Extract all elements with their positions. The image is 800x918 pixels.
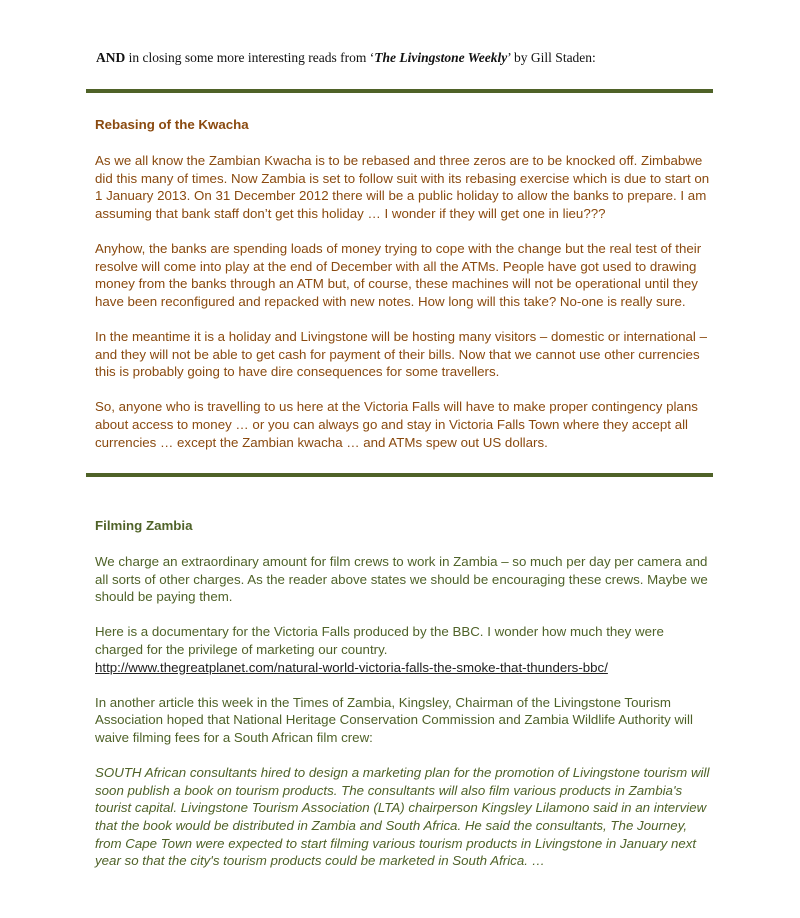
section-filming-zambia [95, 517, 715, 887]
paragraph: Anyhow, the banks are spending loads of money trying to cope with the change but the real test of their resolve will come into play at the end of December with all the ATMs. People have got used to drawing money from the banks through an ATM but, of course, these machines will not be operational until they have been reconfigured and repacked with new notes. How long will this take? No-one is really sure. [95, 240, 702, 309]
paragraph: In another article this week in the Times of Zambia, Kingsley, Chairman of the Livingstone Tourism Association hoped that National Heritage Conservation Commission and Zambia Wildlife Authority will waive filming fees for a South African film crew: [95, 694, 693, 745]
section-divider-middle [86, 473, 713, 477]
documentary-link[interactable]: http://www.thegreatplanet.com/natural-world-victoria-falls-the-smoke-that-thunders-bbc/ [95, 659, 608, 675]
paragraph: We charge an extraordinary amount for film crews to work in Zambia – so much per day per camera and all sorts of other charges. As the reader above states we should be encouraging these crews. Maybe we should be paying them. [95, 554, 708, 605]
intro-publication-title: The Livingstone Weekly [374, 50, 508, 65]
section-heading-rebasing: Rebasing of the Kwacha [95, 117, 249, 132]
section-rebasing-kwacha [95, 116, 715, 469]
section-heading-filming: Filming Zambia [95, 518, 193, 533]
paragraph: So, anyone who is travelling to us here at the Victoria Falls will have to make proper contingency plans about access to money … or you can always go and stay in Victoria Falls Town where they accept all currencies … except the Zambian kwacha … and ATMs spew out US dollars. [95, 399, 698, 450]
paragraph: In the meantime it is a holiday and Livingstone will be hosting many visitors – domestic or international – and they will not be able to get cash for payment of their bills. Now that we cannot use other currencies this is probably going to have dire consequences for some travellers. [95, 328, 707, 380]
intro-bold-lead: AND [96, 50, 126, 65]
quoted-article: SOUTH African consultants hired to design a marketing plan for the promotion of Livingstone tourism will soon publish a book on tourism products. The consultants will also film various products in Zambia's tourist capital. Livingstone Tourism Association (LTA) chairperson Kingsley Lilamono said in an interview that the book would be distributed in Zambia and South Africa. He said the consultants, The Journey, from Cape Town were expected to start filming various tourism products in Livingstone in January next year so that the city's tourism products could be marketed in South Africa. … [95, 765, 710, 869]
paragraph-text: Here is a documentary for the Victoria Falls produced by the BBC. I wonder how much they were charged for the privilege of marketing our country. [95, 624, 664, 657]
section-divider-top [86, 89, 713, 93]
paragraph: As we all know the Zambian Kwacha is to be rebased and three zeros are to be knocked off. Zimbabwe did this many of times. Now Zambia is set to follow suit with its rebasing exercise which is due to start on 1 January 2013. On 31 December 2012 there will be a public holiday to allow the banks to prepare. I am assuming that bank staff don’t get this holiday … I wonder if they will get one in lieu??? [95, 153, 710, 221]
intro-text-before: in closing some more interesting reads from ‘ [125, 50, 375, 65]
intro-line [96, 49, 716, 67]
intro-text-after: ’ by Gill Staden: [507, 50, 596, 65]
paragraph-with-link [95, 623, 715, 676]
